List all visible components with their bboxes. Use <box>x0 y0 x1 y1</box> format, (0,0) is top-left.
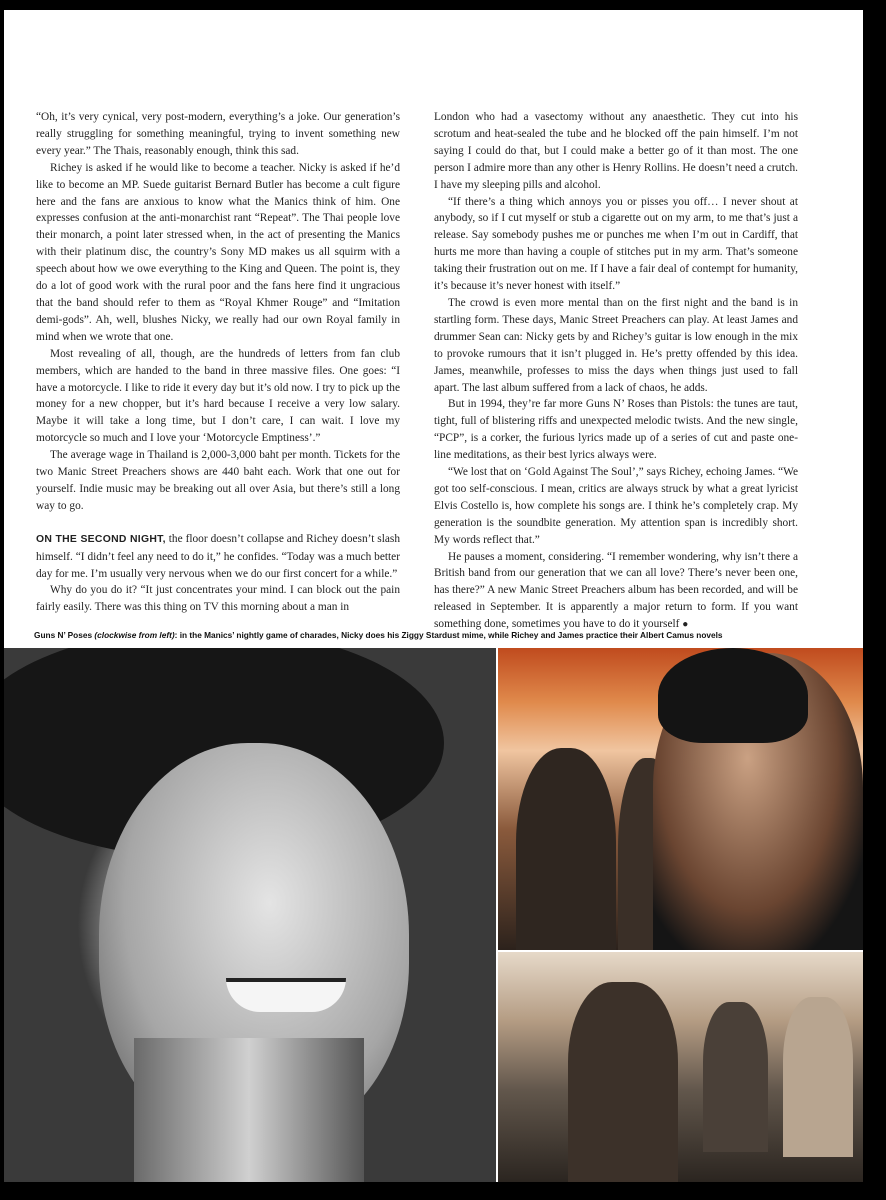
article-paragraph: The average wage in Thailand is 2,000-3,000 baht per month. Tickets for the two Manic Street Preachers shows are 440 baht each. Work that one out for yourself. Indie music may be breaking out all over Asia, but there’s still a long way to go. <box>36 449 400 512</box>
photo-shape <box>516 748 616 950</box>
magazine-page <box>4 10 863 1182</box>
photo-shape <box>658 648 808 743</box>
article-paragraph: But in 1994, they’re far more Guns N’ Roses than Pistols: the tunes are taut, tight, full of blistering riffs and unexpected melodic twists. And the new single, “PCP”, is a corker, the furious lyrics made up of a series of cut and paste one-line meditations, as their best lyrics always were. <box>434 398 798 462</box>
article-left-column <box>36 109 400 616</box>
final-text: He pauses a moment, considering. “I remember wondering, why isn’t there a British band from our generation that we can all love? There’s never been one, has there?” A new Manic Street Preachers album has been recorded, and will be released in September. It is apparently a major return to form. If you want something done, sometimes you have to do it yourself <box>434 550 798 631</box>
photo-james-street <box>498 952 863 1182</box>
article-paragraph: Richey is asked if he would like to become a teacher. Nicky is asked if he’d like to become an MP. Suede guitarist Bernard Butler has become a cult figure here and the fans are anxious to know what the Manics think of him. One expresses confusion at the anti-monarchist rant “Repeat”. The Thai people love their monarch, a point later stressed when, in the act of presenting the Manics with their platinum disc, the country’s Sony MD makes us all squirm with a speech about how we owe everything to the King and Queen. The point is, they do a lot of good work with the rural poor and the fans here find it ungracious that the band should refer to them as “Royal Khmer Rouge” and “Imitation demi-gods”. Ah, well, blushes Nicky, we really had our own Royal family in mind when we wrote that one. <box>36 161 400 343</box>
article-paragraph: Why do you do it? “It just concentrates your mind. I can block out the pain fairly easily. There was this thing on TV this morning about a man in <box>36 584 400 614</box>
photo-shape <box>568 982 678 1182</box>
run-in-text: the floor doesn’t collapse and Richey doesn’t slash himself. “I didn’t feel any need to do it,” he confides. “Today was a much better day for me. I’m usually very nervous when we do our first concert for a while.” <box>36 532 400 580</box>
caption-text: : in the Manics’ nightly game of charades, Nicky does his Ziggy Stardust mime, while Richey and James practice their Albert Camus novels <box>174 630 723 640</box>
article-paragraph: “Oh, it’s very cynical, very post-modern, everything’s a joke. Our generation’s really struggling for something meaningful, trying to invent something new every year.” The Thais, reasonably enough, think this sad. <box>36 111 400 157</box>
article-paragraph: “We lost that on ‘Gold Against The Soul’,” says Richey, echoing James. “We got too self-conscious. I mean, critics are always struck by what a great lyricist Elvis Costello is, how complete his songs are. I think he’s completely crap. My generation is the soundbite generation. My attention span is incredibly short. My words reflect that.” <box>434 466 798 546</box>
caption-qualifier: (clockwise from left) <box>94 630 175 640</box>
photo-shape <box>783 997 853 1157</box>
article-paragraph: The crowd is even more mental than on the first night and the band is in startling form. These days, Manic Street Preachers can play. At least James and drummer Sean can: Nicky gets by and Richey’s guitar is low enough in the mix to provoke rumours that it isn’t plugged in. He’s pretty offended by this idea. James, meanwhile, professes to miss the days when things just used to fall apart. The last album suffered from a lack of chaos, he adds. <box>434 296 798 394</box>
article-paragraph-continued: London who had a vasectomy without any anaesthetic. They cut into his scrotum and heat-sealed the tube and he blocked off the pain himself. I’m not saying I could do that, but I could make a better go of it than most. The one person I admire more than any other is Henry Rollins. He doesn’t need a crutch. I have my sleeping pills and alcohol. <box>434 111 798 191</box>
run-in-heading: ON THE SECOND NIGHT, <box>36 533 166 545</box>
photo-shape <box>134 1038 364 1182</box>
article-right-column <box>434 109 798 634</box>
article-paragraph: Most revealing of all, though, are the hundreds of letters from fan club members, which are handed to the band in three massive files. One goes: “I have a motorcycle. I like to ride it every day but it’s old now. I try to pick up the money for a new chopper, but it’s hard because I receive a very low salary. Maybe it will take a long time, but I don’t care, I can wait. I love my motorcycle so much and I love your ‘Motorcycle Emptiness’.” <box>36 347 400 445</box>
article-final-paragraph <box>434 549 798 635</box>
photo-caption <box>34 630 854 640</box>
end-mark-icon: ● <box>682 619 689 631</box>
photo-richey-market <box>498 648 863 950</box>
photo-shape <box>226 978 346 1012</box>
article-paragraph: “If there’s a thing which annoys you or pisses you off… I never shout at anybody, so if I cut myself or stub a cigarette out on my arm, to me that’s just a release. Say somebody pushes me or punches me when I’m out in Cardiff, that hurts me more than having a couple of stitches put in my arm. That’s someone taking their frustration out on me. If I have a fair deal of contempt for humanity, it’s because it’s never honest with itself.” <box>434 195 798 293</box>
section-opening-paragraph <box>36 531 400 583</box>
caption-title: Guns N’ Poses <box>34 630 95 640</box>
photo-nicky-closeup <box>4 648 496 1182</box>
photo-shape <box>703 1002 768 1152</box>
